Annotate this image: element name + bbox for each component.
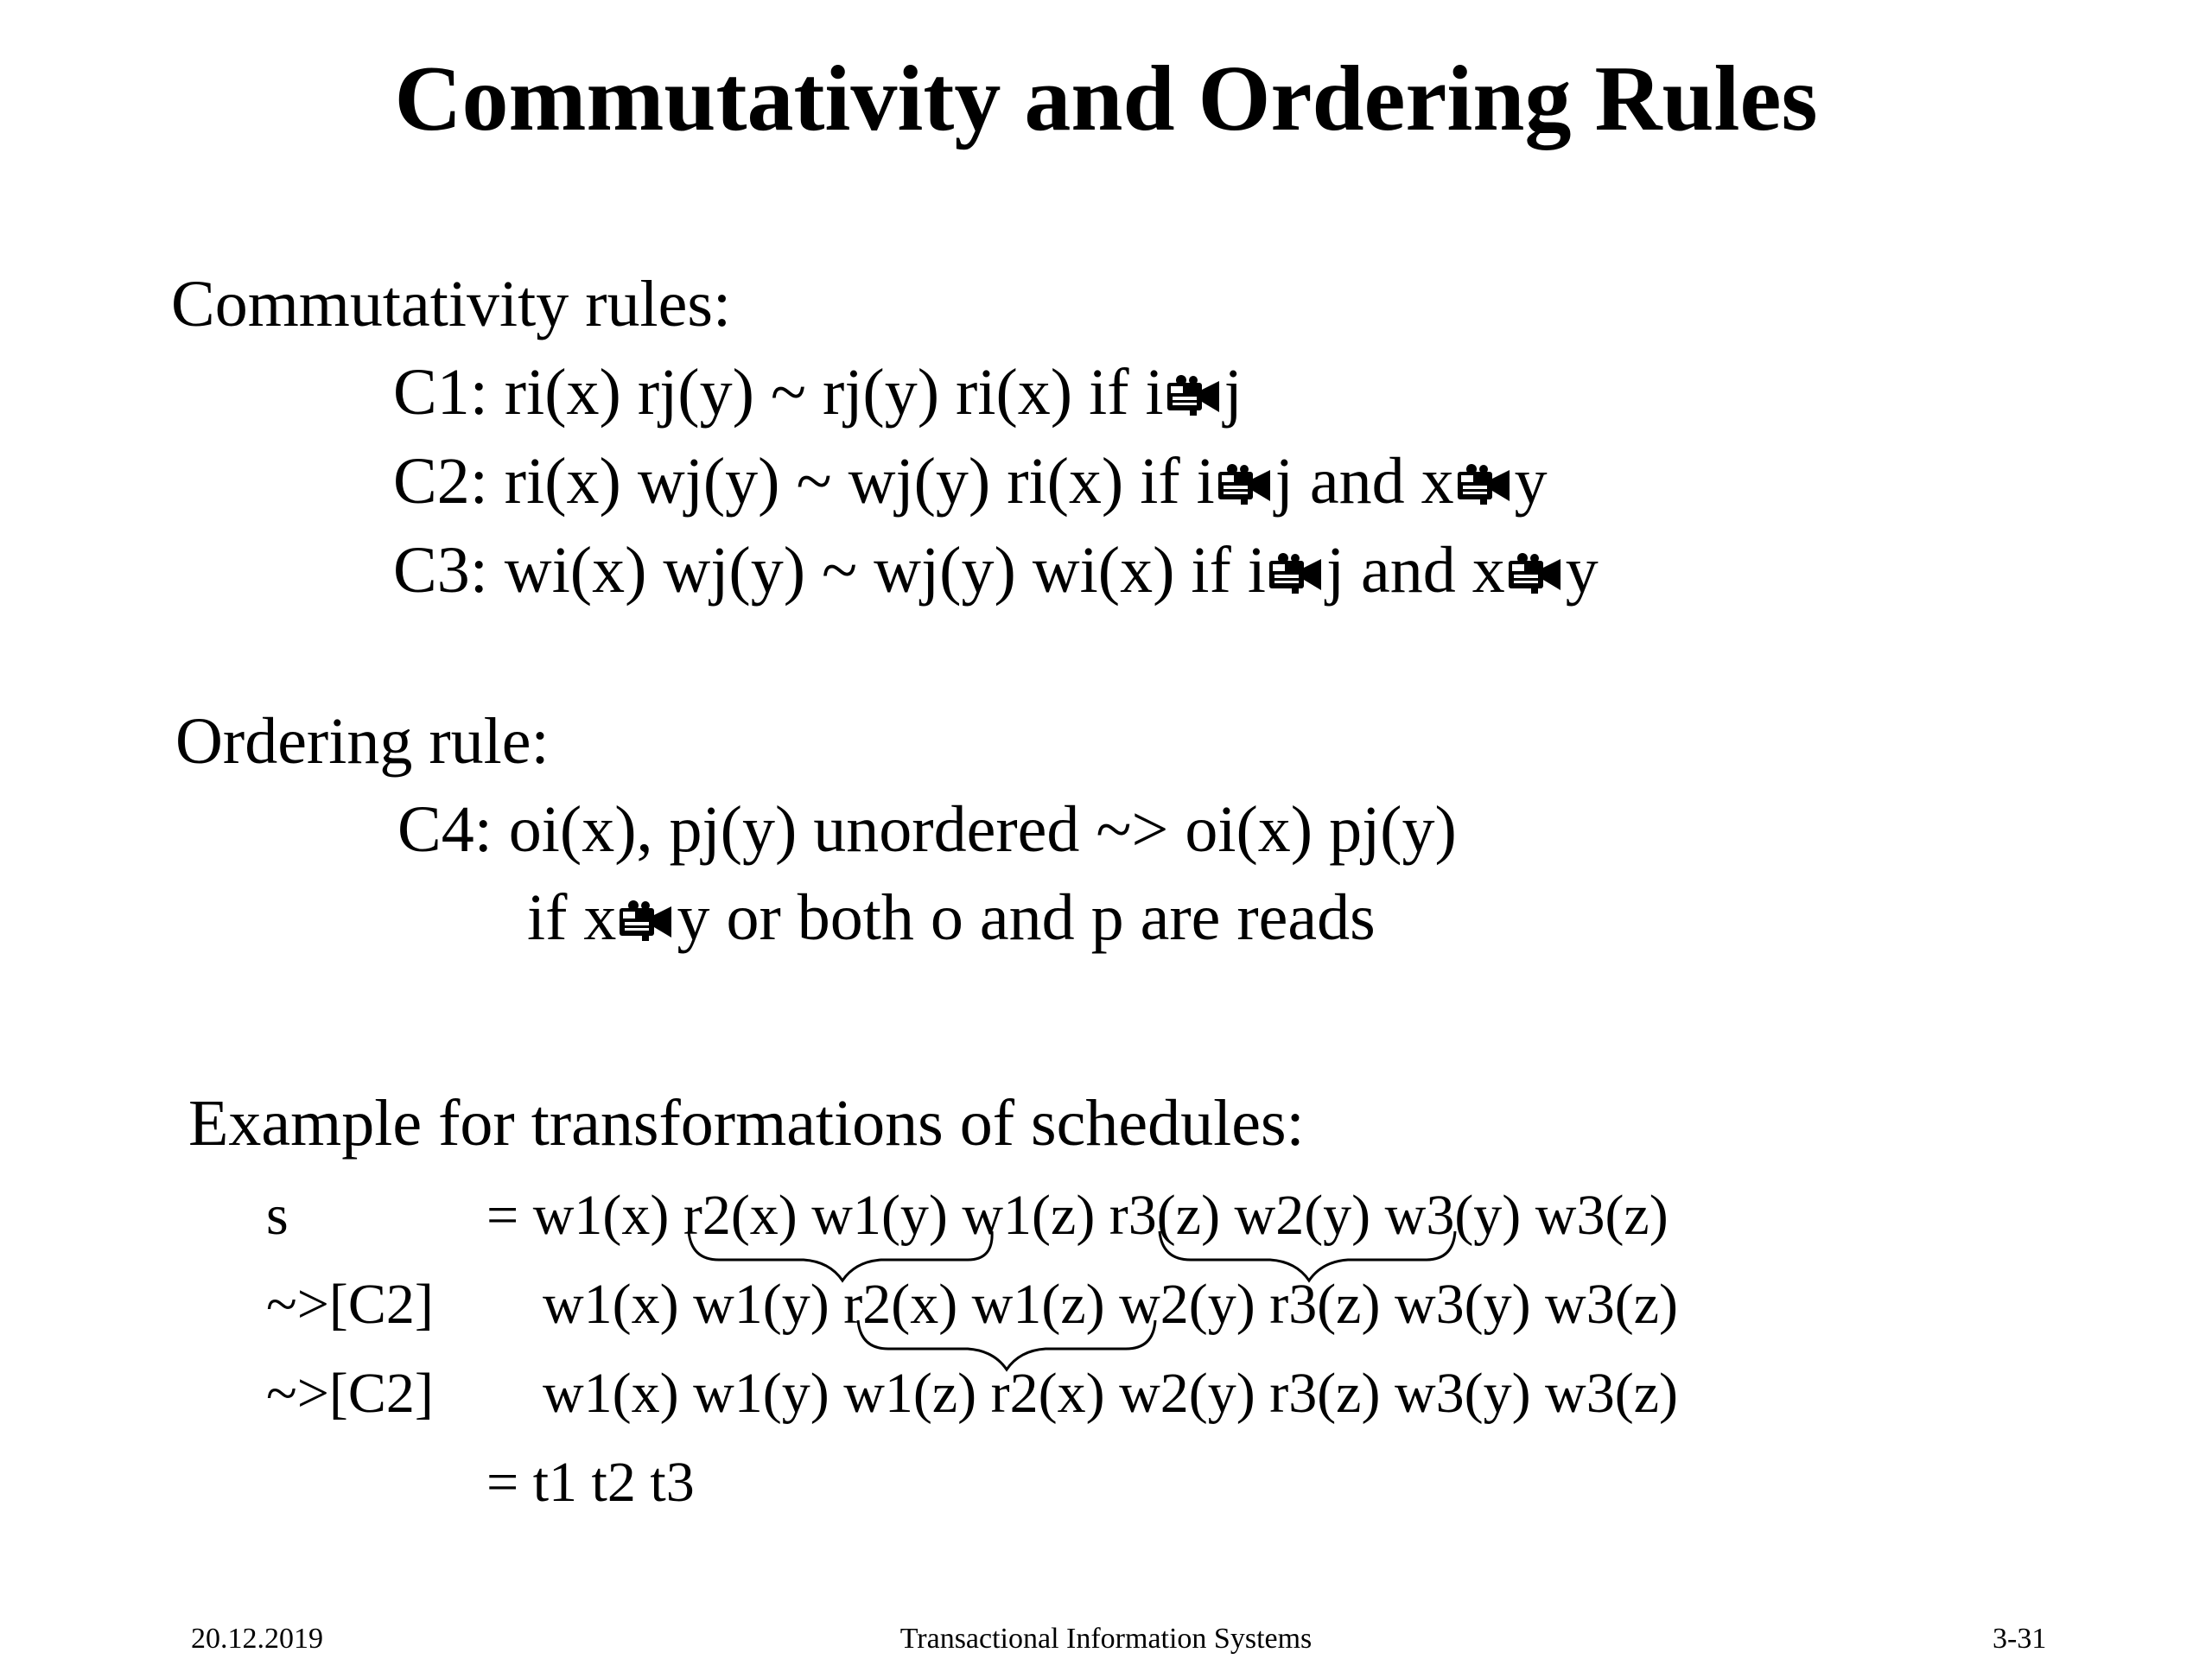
rule-c4-condition-text: if x [527, 881, 617, 954]
rule-c2-text-mid: j and x [1274, 445, 1454, 518]
commutativity-heading: Commutativity rules: [171, 268, 732, 340]
example-row-label: s [266, 1184, 289, 1247]
example-row-sequence: w1(x) w1(y) w1(z) r2(x) w2(y) r3(z) w3(y) w3(z) [543, 1362, 1678, 1425]
rule-c1-text: C1: ri(x) rj(y) ~ rj(y) ri(x) if i [393, 356, 1164, 429]
camera-icon [1166, 372, 1223, 417]
rule-c3-text-end: y [1565, 534, 1599, 607]
rule-c4-condition-text-end: y or both o and p are reads [677, 881, 1376, 954]
rule-c3 [393, 527, 1599, 613]
example-row-sequence: = w1(x) r2(x) w1(y) w1(z) r3(z) w2(y) w3(y) w3(z) [486, 1184, 1669, 1247]
rule-c2-text-end: y [1514, 445, 1548, 518]
rule-c4: C4: oi(x), pj(y) unordered ~> oi(x) pj(y) [397, 793, 1457, 866]
camera-icon [1507, 550, 1564, 595]
rule-c3-text-mid: j and x [1325, 534, 1505, 607]
footer-page-number: 3-31 [1993, 1623, 2047, 1655]
rule-c4-condition [527, 874, 1376, 961]
rule-c2-text: C2: ri(x) wj(y) ~ wj(y) ri(x) if i [393, 445, 1215, 518]
example-row-sequence: w1(x) w1(y) r2(x) w1(z) w2(y) r3(z) w3(y) w3(z) [543, 1273, 1678, 1336]
rule-c2 [393, 438, 1548, 524]
example-heading: Example for transformations of schedules: [188, 1087, 1305, 1160]
example-row-label: ~>[C2] [266, 1273, 434, 1336]
camera-icon [1456, 461, 1513, 506]
slide-title: Commutativity and Ordering Rules [394, 48, 1818, 150]
footer-date: 20.12.2019 [191, 1623, 323, 1655]
example-row-sequence: = t1 t2 t3 [486, 1451, 695, 1514]
rule-c1-text-end: j [1224, 356, 1243, 429]
camera-icon [618, 898, 675, 943]
camera-icon [1217, 461, 1274, 506]
example-row-label: ~>[C2] [266, 1362, 434, 1425]
ordering-heading: Ordering rule: [175, 705, 550, 778]
camera-icon [1268, 550, 1325, 595]
footer-course: Transactional Information Systems [899, 1623, 1313, 1655]
rule-c3-text: C3: wi(x) wj(y) ~ wj(y) wi(x) if i [393, 534, 1266, 607]
rule-c1 [393, 349, 1243, 435]
